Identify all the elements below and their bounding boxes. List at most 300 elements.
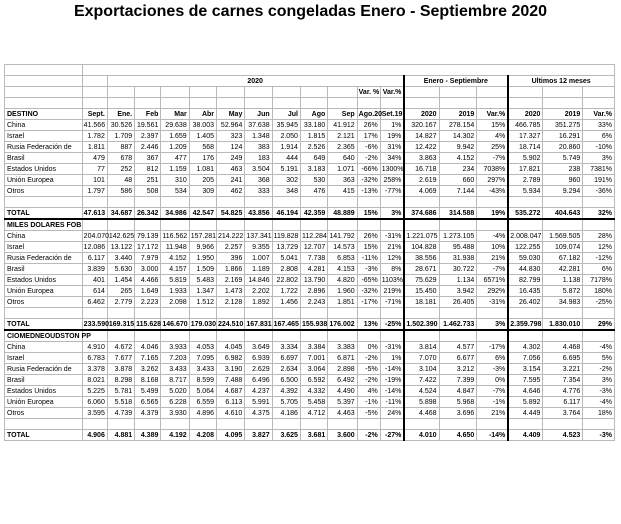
table-cell: [380, 330, 404, 342]
table-cell: 534: [161, 186, 189, 197]
table-cell: [272, 197, 300, 208]
table-cell: -3%: [583, 386, 615, 397]
table-cell: -71%: [380, 297, 404, 308]
total-cell: 374.686: [404, 208, 439, 220]
table-cell: 1.071: [328, 164, 357, 175]
table-cell: 1.933: [161, 286, 189, 297]
table-cell: 79.139: [135, 231, 161, 242]
table-cell: [404, 197, 439, 208]
table-cell: 2.243: [300, 297, 327, 308]
table-cell: 3.878: [107, 364, 134, 375]
table-cell: [300, 419, 327, 430]
table-cell: 3.064: [300, 364, 327, 375]
table-cell: 2.223: [135, 297, 161, 308]
section-header-row: [5, 330, 615, 342]
table-cell: [245, 219, 272, 231]
table-cell: 15%: [357, 242, 380, 253]
table-cell: 1.659: [161, 131, 189, 142]
table-cell: 4.524: [404, 386, 439, 397]
table-cell: 4.468: [543, 342, 583, 353]
table-cell: [328, 98, 357, 109]
table-row: [5, 142, 615, 153]
table-cell: 4.847: [439, 386, 477, 397]
blank-row: [5, 308, 615, 319]
total-cell: -25%: [380, 319, 404, 331]
total-cell: 155.938: [300, 319, 327, 331]
row-label: Estados Unidos: [5, 164, 83, 175]
table-cell: [508, 197, 543, 208]
table-cell: 309: [189, 186, 216, 197]
table-cell: [107, 98, 134, 109]
table-cell: 4.332: [300, 386, 327, 397]
table-cell: [5, 65, 83, 76]
table-cell: [5, 87, 83, 98]
table-cell: 278.154: [439, 120, 477, 131]
table-cell: 3.595: [82, 408, 107, 419]
total-cell: 4.010: [404, 430, 439, 441]
table-cell: 22.802: [272, 275, 300, 286]
table-cell: 4.157: [161, 264, 189, 275]
table-cell: 3.942: [439, 286, 477, 297]
table-cell: 1.851: [328, 297, 357, 308]
table-cell: 176: [189, 153, 216, 164]
table-cell: 7.422: [404, 375, 439, 386]
table-cell: 20.860: [543, 142, 583, 153]
table-cell: -12%: [583, 253, 615, 264]
total-cell: 32%: [583, 208, 615, 220]
table-cell: 249: [217, 153, 245, 164]
table-cell: 660: [439, 175, 477, 186]
section-label: MILES DOLARES FOB: [5, 219, 83, 231]
table-cell: 3.764: [543, 408, 583, 419]
table-cell: 4.490: [328, 386, 357, 397]
total-cell: 3.625: [272, 430, 300, 441]
table-row: [5, 408, 615, 419]
table-cell: [189, 219, 216, 231]
table-cell: -1%: [357, 397, 380, 408]
table-cell: -2%: [583, 364, 615, 375]
table-cell: 7.203: [161, 353, 189, 364]
table-cell: 26.405: [439, 297, 477, 308]
table-cell: 2.050: [272, 131, 300, 142]
table-cell: 41.566: [82, 120, 107, 131]
table-cell: 2.808: [272, 264, 300, 275]
table-cell: [161, 98, 189, 109]
table-cell: 383: [245, 142, 272, 153]
table-cell: 4.302: [508, 342, 543, 353]
table-cell: [245, 98, 272, 109]
total-cell: 15%: [357, 208, 380, 220]
table-cell: 3.433: [161, 364, 189, 375]
table-cell: 5.892: [508, 397, 543, 408]
table-cell: 2.619: [404, 175, 439, 186]
table-cell: [328, 219, 357, 231]
table-cell: 14.846: [245, 275, 272, 286]
table-cell: -11%: [380, 397, 404, 408]
table-cell: [161, 419, 189, 430]
table-cell: [135, 419, 161, 430]
total-cell: 48.889: [328, 208, 357, 220]
table-cell: 508: [135, 186, 161, 197]
table-cell: 4.281: [300, 264, 327, 275]
table-cell: [328, 330, 357, 342]
total-cell: 4.208: [189, 430, 216, 441]
table-cell: 3.863: [404, 153, 439, 164]
table-cell: 183: [245, 153, 272, 164]
table-cell: 1.405: [189, 131, 216, 142]
table-cell: 4.392: [272, 386, 300, 397]
table-cell: [583, 87, 615, 98]
table-cell: 12.422: [404, 142, 439, 153]
row-label: Otros: [5, 297, 83, 308]
table-cell: 401: [82, 275, 107, 286]
total-cell: 47.613: [82, 208, 107, 220]
table-cell: [82, 197, 107, 208]
table-row: [5, 297, 615, 308]
row-label: Israel: [5, 242, 83, 253]
table-cell: 1.209: [161, 142, 189, 153]
table-cell: 1.950: [189, 253, 216, 264]
table-cell: [404, 330, 439, 342]
table-cell: 1.811: [82, 142, 107, 153]
table-cell: 5%: [583, 353, 615, 364]
table-cell: 1.709: [107, 131, 134, 142]
table-cell: 33.180: [300, 120, 327, 131]
table-cell: [357, 197, 380, 208]
total-cell: 3%: [477, 319, 508, 331]
total-row: [5, 208, 615, 220]
table-cell: 3.212: [439, 364, 477, 375]
table-cell: 12.086: [82, 242, 107, 253]
table-cell: [272, 308, 300, 319]
table-cell: -2%: [357, 153, 380, 164]
table-cell: 5.872: [543, 286, 583, 297]
table-cell: [5, 98, 83, 109]
table-cell: 1.509: [189, 264, 216, 275]
table-cell: 5.898: [404, 397, 439, 408]
table-cell: 3.384: [300, 342, 327, 353]
table-cell: [477, 87, 508, 98]
table-cell: 75.629: [404, 275, 439, 286]
table-cell: [272, 419, 300, 430]
section-header-row: [5, 109, 615, 120]
table-cell: 1.189: [245, 264, 272, 275]
table-cell: [300, 197, 327, 208]
total-cell: 4.881: [107, 430, 134, 441]
table-cell: [380, 419, 404, 430]
table-cell: 28.671: [404, 264, 439, 275]
table-cell: 11.948: [161, 242, 189, 253]
table-cell: 7.070: [404, 353, 439, 364]
table-cell: 479: [82, 153, 107, 164]
table-cell: 6%: [583, 131, 615, 142]
total-cell: 4.906: [82, 430, 107, 441]
table-cell: [357, 219, 380, 231]
table-cell: 4.053: [189, 342, 216, 353]
table-cell: 6571%: [477, 275, 508, 286]
row-label: Brasil: [5, 153, 83, 164]
row-label: Rusia Federación de: [5, 253, 83, 264]
table-cell: 4.577: [439, 342, 477, 353]
table-cell: 4.776: [543, 386, 583, 397]
table-cell: -4%: [477, 231, 508, 242]
table-cell: [5, 419, 83, 430]
table-row: [5, 364, 615, 375]
page-title: Exportaciones de carnes congeladas Enero - Septiembre 2020: [73, 3, 548, 20]
table-cell: 3.933: [161, 342, 189, 353]
table-cell: [107, 308, 134, 319]
table-cell: 7.979: [135, 253, 161, 264]
table-cell: [135, 197, 161, 208]
table-cell: 444: [272, 153, 300, 164]
table-cell: 95.488: [439, 242, 477, 253]
row-label: Unión Europea: [5, 286, 83, 297]
table-cell: 4.375: [245, 408, 272, 419]
table-cell: 6.500: [272, 375, 300, 386]
table-cell: 6.697: [272, 353, 300, 364]
table-cell: 7.677: [107, 353, 134, 364]
table-cell: [189, 87, 216, 98]
table-cell: 5.705: [272, 397, 300, 408]
table-cell: 7381%: [583, 164, 615, 175]
table-cell: 26.402: [508, 297, 543, 308]
table-cell: 42.281: [543, 264, 583, 275]
table-row: [5, 153, 615, 164]
table-cell: -4%: [583, 342, 615, 353]
table-cell: 3.262: [135, 364, 161, 375]
table-cell: 17.821: [508, 164, 543, 175]
table-cell: 18.714: [508, 142, 543, 153]
total-cell: 224.510: [217, 319, 245, 331]
table-cell: 14.573: [328, 242, 357, 253]
table-cell: 28%: [583, 231, 615, 242]
table-cell: -5%: [357, 364, 380, 375]
table-cell: 1.159: [161, 164, 189, 175]
table-row: [5, 264, 615, 275]
table-cell: 116.562: [161, 231, 189, 242]
table-cell: [300, 98, 327, 109]
total-cell: 1.830.010: [543, 319, 583, 331]
table-cell: 1.454: [107, 275, 134, 286]
table-cell: 4%: [357, 386, 380, 397]
table-cell: 2.257: [217, 242, 245, 253]
table-cell: 4.896: [189, 408, 216, 419]
table-cell: 1.649: [135, 286, 161, 297]
table-cell: [508, 308, 543, 319]
table-cell: 3.814: [404, 342, 439, 353]
total-cell: 1.462.733: [439, 319, 477, 331]
total-cell: 42.359: [300, 208, 327, 220]
table-cell: [135, 219, 161, 231]
table-cell: [245, 308, 272, 319]
table-cell: 586: [107, 186, 134, 197]
total-cell: 169.315: [107, 319, 134, 331]
table-cell: 7038%: [477, 164, 508, 175]
table-cell: 6.060: [82, 397, 107, 408]
total-row: [5, 319, 615, 331]
table-cell: [380, 219, 404, 231]
table-cell: 4.045: [217, 342, 245, 353]
column-header: Jul: [272, 109, 300, 120]
table-cell: 5.749: [543, 153, 583, 164]
table-cell: 16.435: [508, 286, 543, 297]
table-cell: [217, 197, 245, 208]
blank-row: [5, 419, 615, 430]
table-cell: 1.722: [272, 286, 300, 297]
table-cell: [300, 330, 327, 342]
table-cell: 6%: [583, 264, 615, 275]
total-cell: 146.670: [161, 319, 189, 331]
table-cell: 29.638: [161, 120, 189, 131]
table-cell: [543, 419, 583, 430]
table-cell: 640: [328, 153, 357, 164]
table-cell: 1.569.505: [543, 231, 583, 242]
table-cell: 5.458: [300, 397, 327, 408]
table-cell: 3.104: [404, 364, 439, 375]
table-cell: 9.355: [245, 242, 272, 253]
table-cell: 234: [439, 164, 477, 175]
total-label: TOTAL: [5, 319, 83, 331]
table-cell: 12.707: [300, 242, 327, 253]
table-cell: 5.991: [245, 397, 272, 408]
table-cell: 3.378: [82, 364, 107, 375]
table-cell: 8.021: [82, 375, 107, 386]
table-cell: 4.153: [328, 264, 357, 275]
table-cell: 310: [161, 175, 189, 186]
table-cell: 3%: [583, 153, 615, 164]
table-cell: 3.334: [272, 342, 300, 353]
table-cell: 1.782: [82, 131, 107, 142]
table-cell: -4%: [583, 397, 615, 408]
table-cell: 5.020: [161, 386, 189, 397]
table-cell: 5.499: [135, 386, 161, 397]
table-row: [5, 375, 615, 386]
table-cell: 14.302: [439, 131, 477, 142]
table-cell: 19.561: [135, 120, 161, 131]
column-header: Feb: [135, 109, 161, 120]
table-cell: 15.450: [404, 286, 439, 297]
table-cell: [189, 197, 216, 208]
row-label: Otros: [5, 186, 83, 197]
total-cell: 3.827: [245, 430, 272, 441]
table-cell: 13.122: [107, 242, 134, 253]
table-cell: [272, 330, 300, 342]
table-cell: [439, 308, 477, 319]
table-cell: [217, 330, 245, 342]
table-row: [5, 353, 615, 364]
table-cell: -2%: [357, 353, 380, 364]
table-cell: 4%: [477, 131, 508, 142]
table-cell: 6.565: [135, 397, 161, 408]
total-cell: 19%: [477, 208, 508, 220]
section-header-row: [5, 219, 615, 231]
data-table: [4, 64, 615, 441]
table-cell: -25%: [583, 297, 615, 308]
table-cell: -3%: [477, 364, 508, 375]
table-cell: 5.968: [439, 397, 477, 408]
table-cell: 4.910: [82, 342, 107, 353]
table-cell: [161, 330, 189, 342]
table-cell: 0%: [357, 342, 380, 353]
total-cell: -3%: [583, 430, 615, 441]
table-cell: [107, 219, 134, 231]
total-cell: 115.628: [135, 319, 161, 331]
table-cell: [300, 219, 327, 231]
table-cell: 7.595: [508, 375, 543, 386]
total-cell: 3.681: [300, 430, 327, 441]
table-cell: 2.397: [135, 131, 161, 142]
table-row: [5, 286, 615, 297]
table-cell: 112.284: [301, 232, 327, 240]
column-header: Set.19: [380, 109, 404, 120]
table-cell: [508, 219, 543, 231]
table-cell: [217, 308, 245, 319]
table-cell: -65%: [357, 275, 380, 286]
table-cell: [245, 419, 272, 430]
table-cell: -7%: [477, 153, 508, 164]
table-cell: -19%: [380, 375, 404, 386]
table-cell: 7.488: [217, 375, 245, 386]
table-cell: 415: [328, 186, 357, 197]
table-cell: [439, 98, 477, 109]
table-cell: [583, 419, 615, 430]
table-cell: [439, 330, 477, 342]
table-cell: [508, 87, 543, 98]
table-cell: [508, 330, 543, 342]
table-cell: 37.638: [245, 120, 272, 131]
total-cell: 46.194: [272, 208, 300, 220]
table-row: [5, 275, 615, 286]
table-cell: [107, 330, 134, 342]
table-cell: [439, 197, 477, 208]
table-cell: 3.930: [161, 408, 189, 419]
table-cell: 3.183: [300, 164, 327, 175]
table-cell: 4.463: [328, 408, 357, 419]
total-cell: 167.465: [272, 319, 300, 331]
table-cell: [328, 308, 357, 319]
table-cell: [404, 219, 439, 231]
table-cell: 204.070: [83, 232, 109, 240]
table-cell: -14%: [380, 386, 404, 397]
total-label: TOTAL: [5, 208, 83, 220]
table-cell: 241: [217, 175, 245, 186]
table-cell: 7.738: [300, 253, 327, 264]
table-cell: -31%: [380, 342, 404, 353]
row-label: Brasil: [5, 264, 83, 275]
table-cell: 191%: [583, 175, 615, 186]
total-cell: 34.986: [161, 208, 189, 220]
row-label: Rusia Federación de: [5, 142, 83, 153]
table-cell: 6.492: [328, 375, 357, 386]
table-cell: 6.113: [217, 397, 245, 408]
table-cell: 4.468: [404, 408, 439, 419]
table-cell: 3.504: [245, 164, 272, 175]
table-cell: [328, 197, 357, 208]
table-row: [5, 253, 615, 264]
table-row: [5, 397, 615, 408]
table-cell: [508, 419, 543, 430]
table-cell: 1.138: [543, 275, 583, 286]
period-header-row: [5, 76, 615, 87]
table-cell: 9.966: [189, 242, 216, 253]
table-cell: 8%: [380, 264, 404, 275]
table-cell: [135, 87, 161, 98]
table-cell: 6.559: [189, 397, 216, 408]
table-cell: [161, 197, 189, 208]
table-cell: [161, 308, 189, 319]
column-header: Ago: [300, 109, 327, 120]
total-row: [5, 430, 615, 441]
